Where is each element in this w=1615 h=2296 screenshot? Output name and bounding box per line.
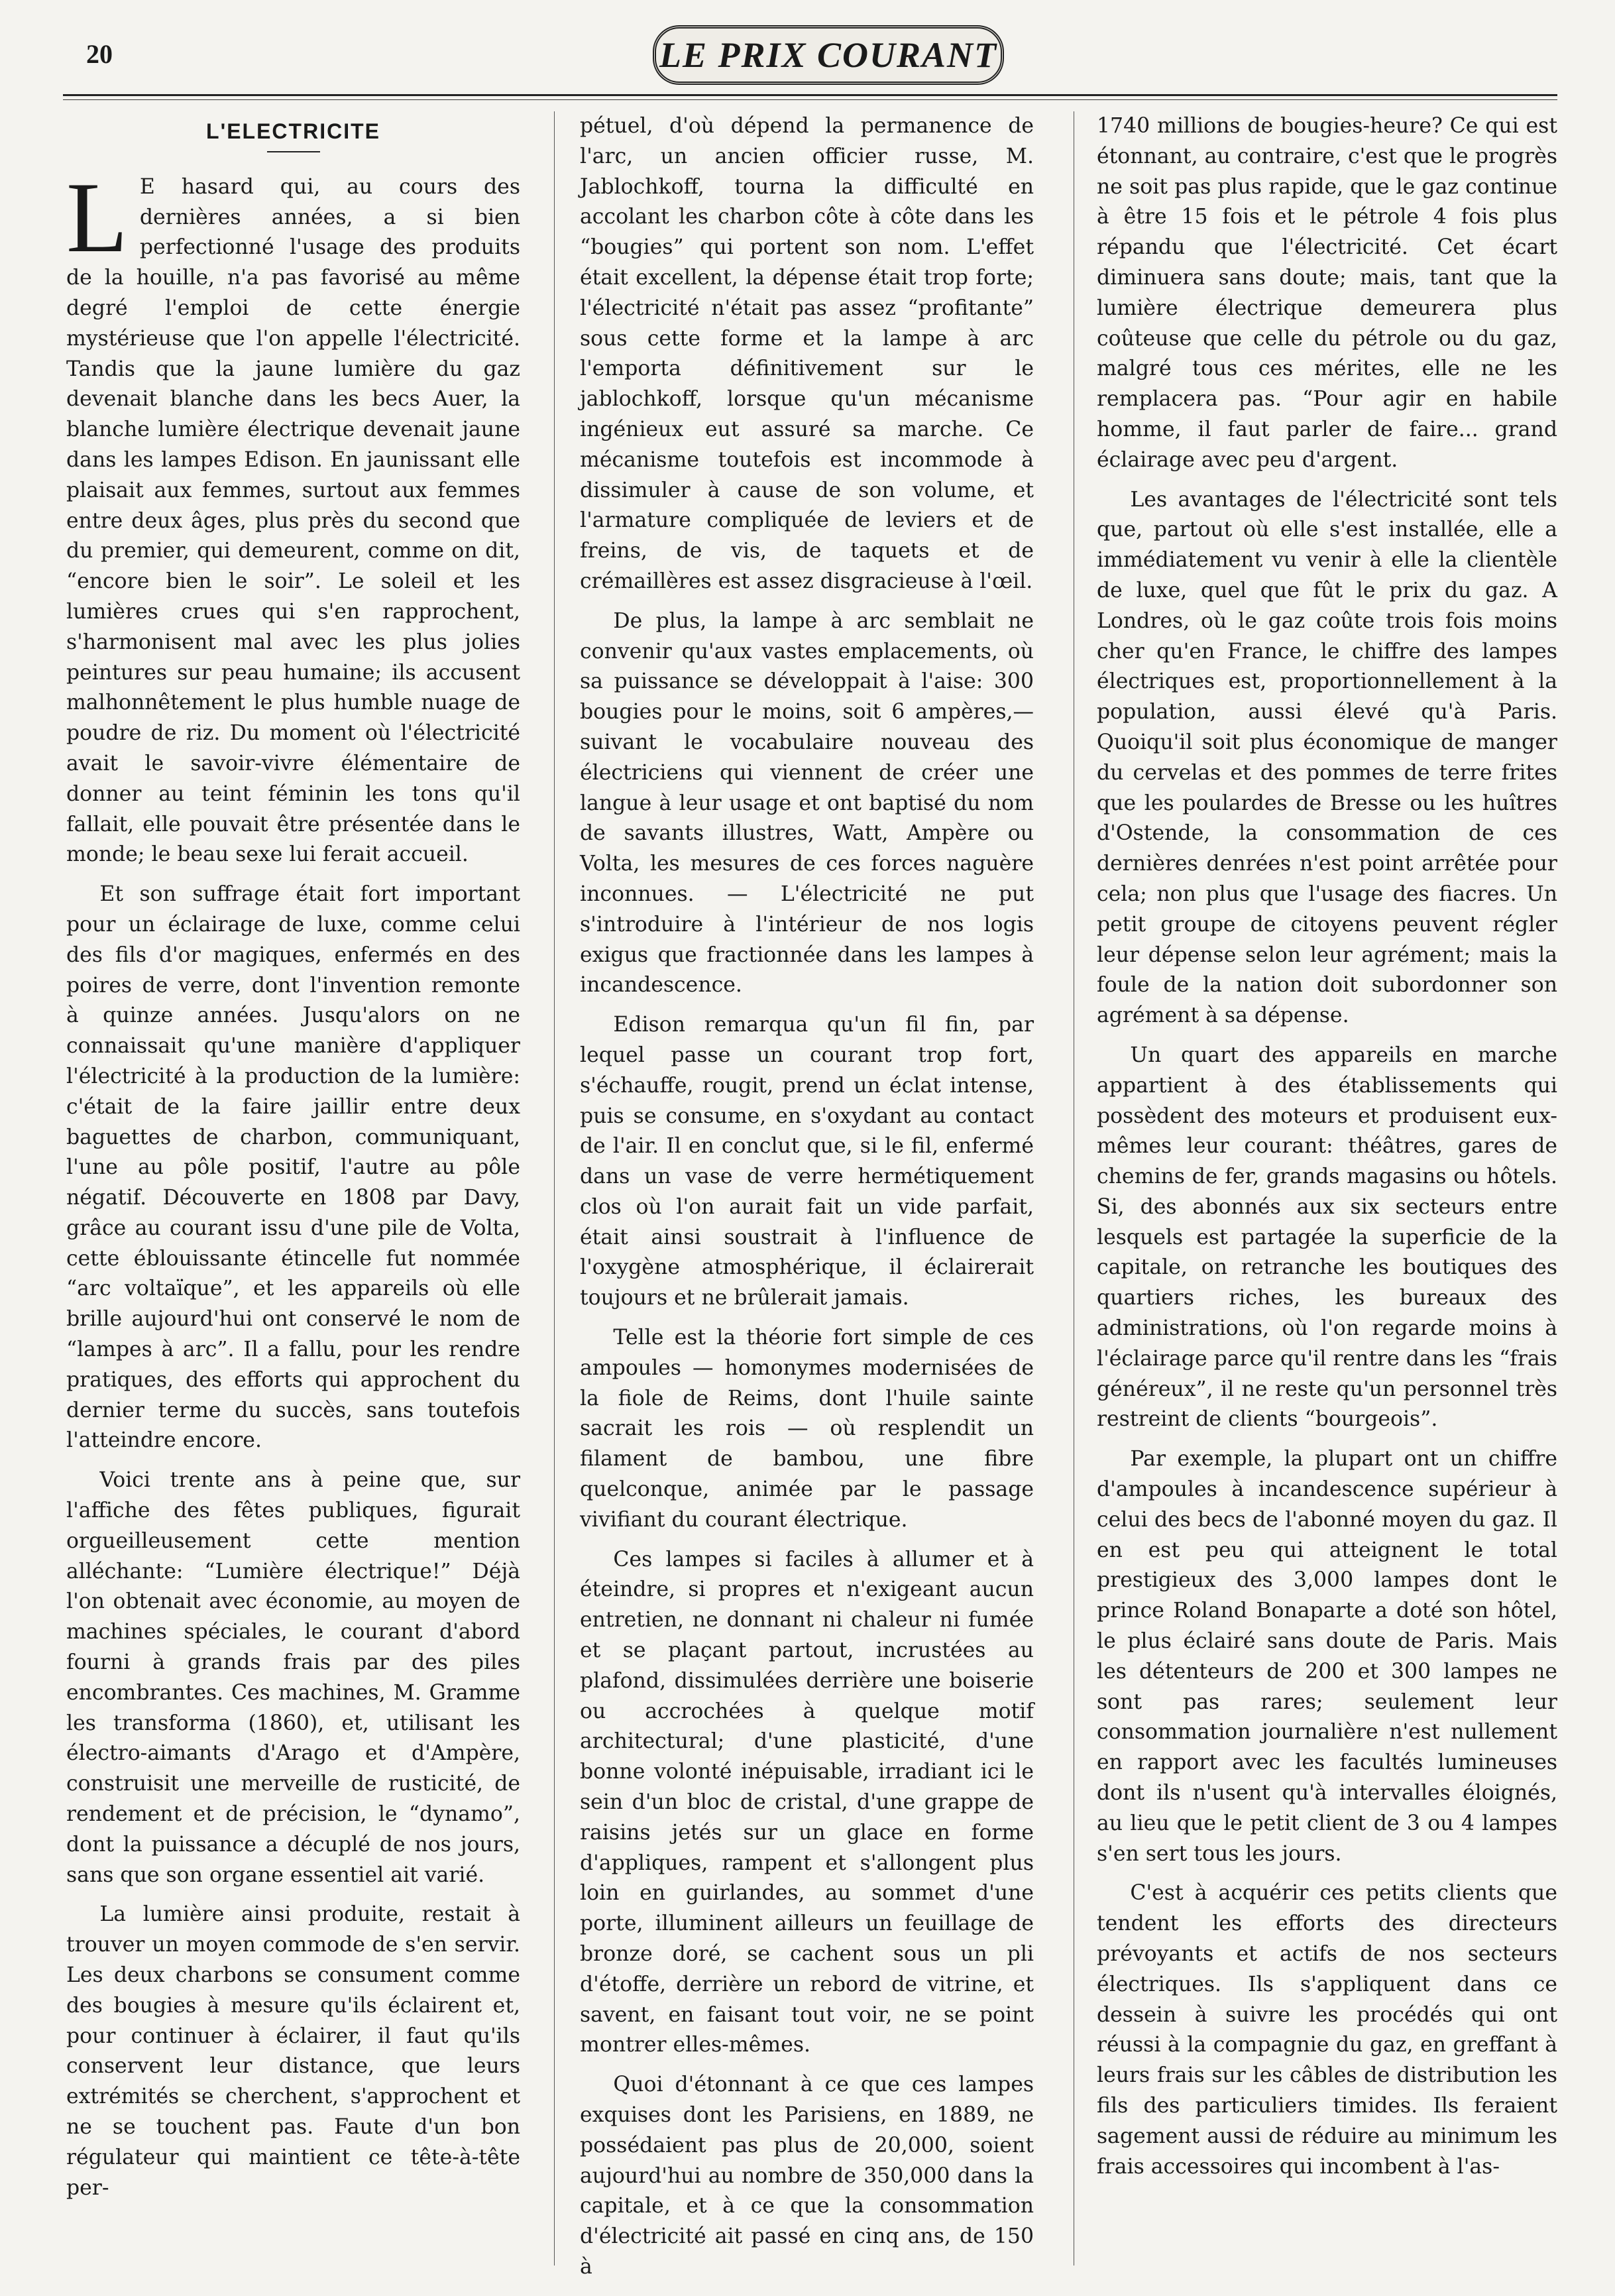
article-title: L'ELECTRICITE <box>206 119 380 143</box>
paragraph: De plus, la lampe à arc semblait ne convenir qu'aux vastes emplacements, où sa puissance se développait à l'aise: 300 bougies pour le moins, soit 6 ampères,— suivant le vocabulaire nouveau des électriciens qui viennent de créer une langue à leur usage et ont baptisé du nom de savants illustres, Watt, Ampère ou Volta, les mesures de ces forces naguère inconnues. — L'électricité ne put s'introduire à l'intérieur de nos logis exigus que fractionnée dans les lampes à incandescence. <box>580 608 1034 998</box>
column-1 <box>66 111 520 2212</box>
paragraph: Les avantages de l'électricité sont tels que, partout où elle s'est installée, elle a immédiatement vu venir à elle la clientèle de luxe, quel que fût le prix du gaz. A Londres, où le gaz coûte trois fois moins cher qu'en France, le chiffre des lampes électriques est, proportionnellement à la population, aussi élevé qu'à Paris. Quoiqu'il soit plus économique de manger du cervelas et des pommes de terre frites que les poulardes de Bresse ou les huîtres d'Ostende, la consommation de ces dernières denrées n'est point arrêtée pour cela; non plus que l'usage des fiacres. Un petit groupe de citoyens peuvent régler leur dépense selon leur agrément; mais la foule de la nation doit subordonner son agrément à sa dépense. <box>1097 487 1557 1028</box>
paragraph: pétuel, d'où dépend la permanence de l'arc, un ancien officier russe, M. Jablochkoff, tourna la difficulté en accolant les charbon côte à côte dans les “bougies” qui portent son nom. L'effet était excellent, la dépense était trop forte; l'électricité n'était pas assez “profitante” sous cette forme et la lampe à arc l'emporta définitivement sur le jablochkoff, lorsque qu'un mécanisme ingénieux eut assuré sa marche. Ce mécanisme toutefois est incommode à dissimuler à cause de son volume, et l'armature compliquée de leviers et de freins, de vis, de taquets et de crémaillères est assez disgracieuse à l'œil. <box>580 114 1034 593</box>
paragraph: C'est à acquérir ces petits clients que tendent les efforts des directeurs prévoyants et actifs de nos secteurs électriques. Ils s'appliquent dans ce dessein à suivre les procédés qui ont réussi à la compagnie du gaz, en greffant à leurs frais sur les câbles de distribution les fils des particuliers timides. Ils feraient sagement aussi de réduire au minimum les frais accessoires qui incombent à l'as- <box>1097 1881 1557 2179</box>
paragraph: Et son suffrage était fort important pour un éclairage de luxe, comme celui des fils d'or magiques, enfermés en des poires de verre, dont l'invention remonte à quinze années. Jusqu'alors on ne connaissait qu'une manière d'appliquer l'électricité à la production de la lumière: c'était de la faire jaillir entre deux baguettes de charbon, communiquant, l'une au pôle positif, l'autre au pôle négatif. Découverte en 1808 par Davy, grâce au courant issu d'une pile de Volta, cette éblouissante étincelle fut nommée “arc voltaïque”, et les appareils où elle brille aujourd'hui ont conservé le nom de “lampes à arc”. Il a fallu, pour les rendre pratiques, des efforts qui approchent du dernier terme du succès, sans toutefois l'atteindre encore. <box>66 882 520 1453</box>
paragraph: Edison remarqua qu'un fil fin, par lequel passe un courant trop fort, s'échauffe, rougit, prend un éclat intense, puis se consume, en s'oxydant au contact de l'air. Il en conclut que, si le fil, enfermé dans un vase de verre hermétiquement clos où l'on aurait fait un vide parfait, était ainsi soustrait à l'influence de l'oxygène atmosphérique, il éclairerait toujours et ne brûlerait jamais. <box>580 1013 1034 1310</box>
header-rule-thin <box>63 99 1557 100</box>
paragraph: Ces lampes si faciles à allumer et à éteindre, si propres et n'exigeant aucun entretien, ne donnant ni chaleur ni fumée et se plaçant partout, incrustées au plafond, dissimulées derrière une boiserie ou accrochées à quelque motif architectural; d'une plasticité, d'une bonne volonté inépuisable, irradiant ici le sein d'un bloc de cristal, d'une grappe de raisins jetés sur un glace en forme d'appliques, rampent et s'allongent plus loin en guirlandes, au sommet d'une porte, illuminent ailleurs un feuillage de bronze doré, se cachent sous un pli d'étoffe, derrière un rebord de vitrine, et savent, en faisant tout voir, ne se point montrer elles-mêmes. <box>580 1547 1034 2057</box>
paragraph: Telle est la théorie fort simple de ces ampoules — homonymes modernisées de la fiole de Reims, dont l'huile sainte sacrait les rois — où resplendit un filament de bambou, une fibre quelconque, animée par le passage vivifiant du courant électrique. <box>580 1326 1034 1532</box>
paragraph: Un quart des appareils en marche appartient à des établissements qui possèdent des moteurs et produisent eux-mêmes leur courant: théâtres, gares de chemins de fer, grands magasins ou hôtels. Si, des abonnés aux six secteurs entre lesquels est partagée la superficie de la capitale, on retranche les boutiques des quartiers riches, les bureaux des administrations, où l'on regarde moins à l'éclairage parce qu'il rentre dans les “frais généreux”, il ne reste qu'un personnel très restreint de clients “bourgeois”. <box>1097 1043 1557 1432</box>
paragraph: La lumière ainsi produite, restait à trouver un moyen commode de s'en servir. Les deux charbons se consument comme des bougies à mesure qu'ils éclairent et, pour continuer à éclairer, il faut qu'ils conservent leur distance, que leurs extrémités se cherchent, s'approchent et ne se touchent pas. Faute d'un bon régulateur qui maintient ce tête-à-tête per- <box>66 1902 520 2200</box>
paragraph: Voici trente ans à peine que, sur l'affiche des fêtes publiques, figurait orgueilleusement cette mention alléchante: “Lumière électrique!” Déjà l'on obtenait avec économie, au moyen de machines spéciales, le courant d'abord fourni à grands frais par des piles encombrantes. Ces machines, M. Gramme les transforma (1860), et, utilisant les électro-aimants d'Arago et d'Ampère, construisit une merveille de rusticité, de rendement et de précision, le “dynamo”, dont la puissance a décuplé de nos jours, sans que son organe essentiel ait varié. <box>66 1468 520 1887</box>
column-3 <box>1097 111 1557 2191</box>
paragraph-text: E hasard qui, au cours des dernières années, a si bien perfectionné l'usage des produits de la houille, n'a pas favorisé au même degré l'emploi de cette énergie mystérieuse que l'on appelle l'électricité. Tandis que la jaune lumière du gaz devenait blanche dans les becs Auer, la blanche lumière électrique devenait jaune dans les lampes Edison. En jaunissant elle plaisait aux femmes, surtout aux femmes entre deux âges, plus près du second que du premier, qui demeurent, comme on dit, “encore bien le soir”. Le soleil et les lumières crues qui s'en rapprochent, s'harmonisent mal avec les plus jolies peintures sur peau humaine; ils accusent malhonnêtement le plus humble nuage de poudre de riz. Du moment où l'électricité avait le savoir-vivre élémentaire de donner au teint féminin les tons qu'il fallait, elle pouvait être présentée dans le monde; le beau sexe lui ferait accueil. <box>66 174 520 867</box>
drop-cap: L <box>66 161 128 273</box>
paragraph: Par exemple, la plupart ont un chiffre d'ampoules à incandescence supérieur à celui des becs de l'abonné moyen du gaz. Il en est peu qui atteignent le total prestigieux des 3,000 lampes dont le prince Roland Bonaparte a doté son hôtel, le plus éclairé sans doute de Paris. Mais les détenteurs de 200 et 300 lampes ne sont pas rares; seulement leur consommation journalière n'est nullement en rapport avec les facultés lumineuses dont ils n'usent qu'à intervalles éloignés, au lieu que le petit client de 3 ou 4 lampes s'en sert tous les jours. <box>1097 1447 1557 1866</box>
masthead-logo: LE PRIX COURANT <box>653 25 1004 85</box>
paragraph <box>66 161 520 870</box>
page-number: 20 <box>86 39 113 69</box>
header-rule <box>63 94 1557 96</box>
paragraph: Quoi d'étonnant à ce que ces lampes exquises dont les Parisiens, en 1889, ne possédaient pas plus de 20,000, soient aujourd'hui au nombre de 350,000 dans la capitale, et à ce que la consommation d'électricité ait passé en cinq ans, de 150 à <box>580 2073 1034 2279</box>
column-divider <box>554 111 555 2266</box>
title-rule <box>267 151 320 152</box>
column-2 <box>580 111 1034 2292</box>
paragraph: 1740 millions de bougies-heure? Ce qui est étonnant, au contraire, c'est que le progrès ne soit pas plus rapide, que le gaz continue à être 15 fois et le pétrole 4 fois plus répandu que l'électricité. Cet écart diminuera sans doute; mais, tant que la lumière électrique demeurera plus coûteuse que celle du pétrole ou du gaz, malgré tous ces mérites, elle ne les remplacera pas. “Pour agir en habile homme, il faut parler de faire... grand éclairage avec peu d'argent. <box>1097 114 1557 472</box>
